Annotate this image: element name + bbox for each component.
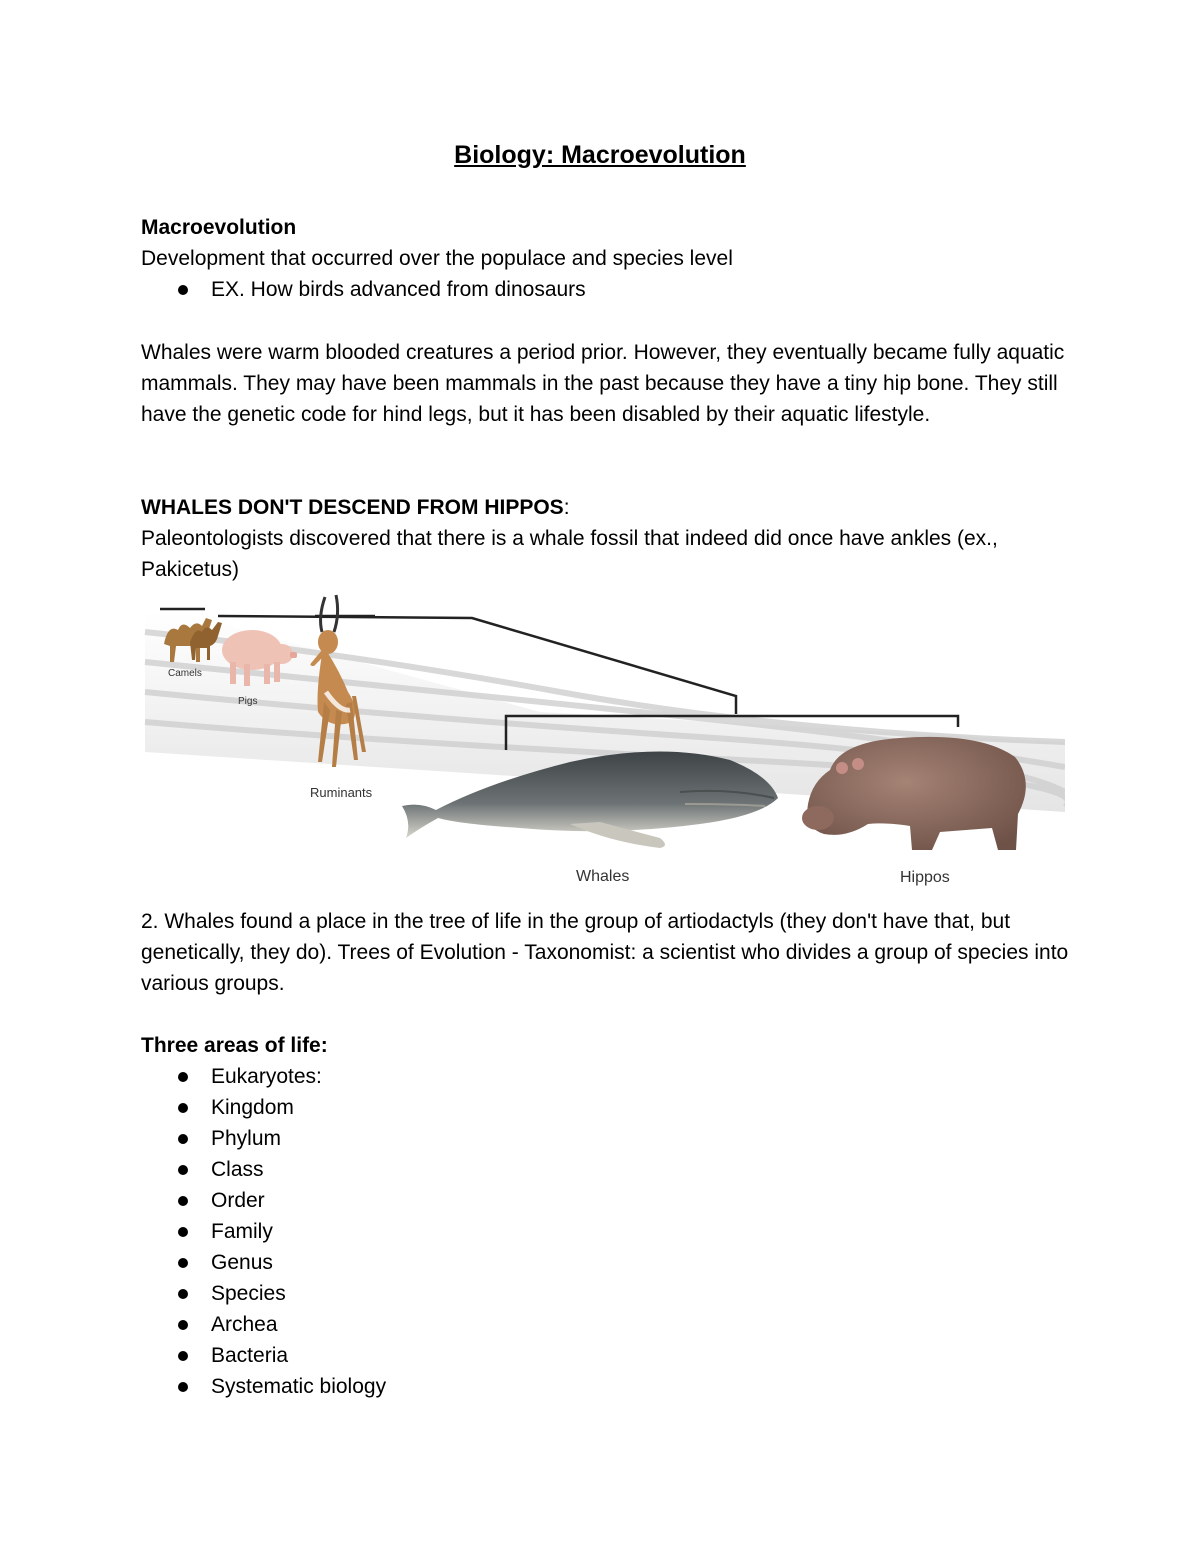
list-item: Class: [141, 1154, 386, 1185]
bullet-icon: [178, 1072, 188, 1082]
hippos-label: Hippos: [900, 869, 950, 886]
list-item: Eukaryotes:: [141, 1061, 386, 1092]
camels-label: Camels: [168, 668, 202, 679]
list-item: Species: [141, 1278, 386, 1309]
list-item: Genus: [141, 1247, 386, 1278]
three-areas-heading: Three areas of life:: [141, 1034, 328, 1057]
bullet-icon: [178, 1165, 188, 1175]
bullet-icon: [178, 285, 188, 295]
page-title: Biology: Macroevolution: [454, 141, 746, 169]
bullet-icon: [178, 1289, 188, 1299]
list-item: Kingdom: [141, 1092, 386, 1123]
bullet-icon: [178, 1382, 188, 1392]
bullet-icon: [178, 1134, 188, 1144]
list-item: Phylum: [141, 1123, 386, 1154]
paleontologists-paragraph: Paleontologists discovered that there is a whale fossil that indeed did once have ankles (ex., Pakicetus): [141, 527, 998, 581]
example-bullet: [141, 274, 586, 305]
artiodactyls-paragraph: 2. Whales found a place in the tree of life in the group of artiodactyls (they don't have that, but genetically, they do). Trees of Evolution - Taxonomist: a scientist who divides a group of species into various groups.: [141, 910, 1069, 995]
whales-paragraph: Whales were warm blooded creatures a period prior. However, they eventually became fully aquatic mammals. They may have been mammals in the past because they have a tiny hip bone. They still have the genetic code for hind legs, but it has been disabled by their aquatic lifestyle.: [141, 341, 1065, 426]
whale-phylogeny-figure: [140, 592, 1065, 892]
bullet-icon: [178, 1320, 188, 1330]
bullet-icon: [178, 1103, 188, 1113]
macroevolution-definition: Development that occurred over the populace and species level: [141, 247, 733, 270]
whales-label: Whales: [576, 868, 630, 885]
pigs-label: Pigs: [238, 696, 258, 707]
bullet-icon: [178, 1258, 188, 1268]
bullet-icon: [178, 1227, 188, 1237]
hippos-heading-line: [141, 492, 570, 523]
macroevolution-heading: Macroevolution: [141, 216, 297, 239]
example-text: EX. How birds advanced from dinosaurs: [211, 278, 586, 301]
three-areas-list: [141, 1061, 386, 1402]
bullet-icon: [178, 1351, 188, 1361]
list-item: Archea: [141, 1309, 386, 1340]
list-item: Systematic biology: [141, 1371, 386, 1402]
list-item: Order: [141, 1185, 386, 1216]
hippos-heading-colon: :: [563, 496, 570, 519]
list-item: Bacteria: [141, 1340, 386, 1371]
bullet-icon: [178, 1196, 188, 1206]
ruminants-label: Ruminants: [310, 785, 373, 800]
hippos-heading: WHALES DON'T DESCEND FROM HIPPOS: [141, 496, 564, 519]
list-item: Family: [141, 1216, 386, 1247]
